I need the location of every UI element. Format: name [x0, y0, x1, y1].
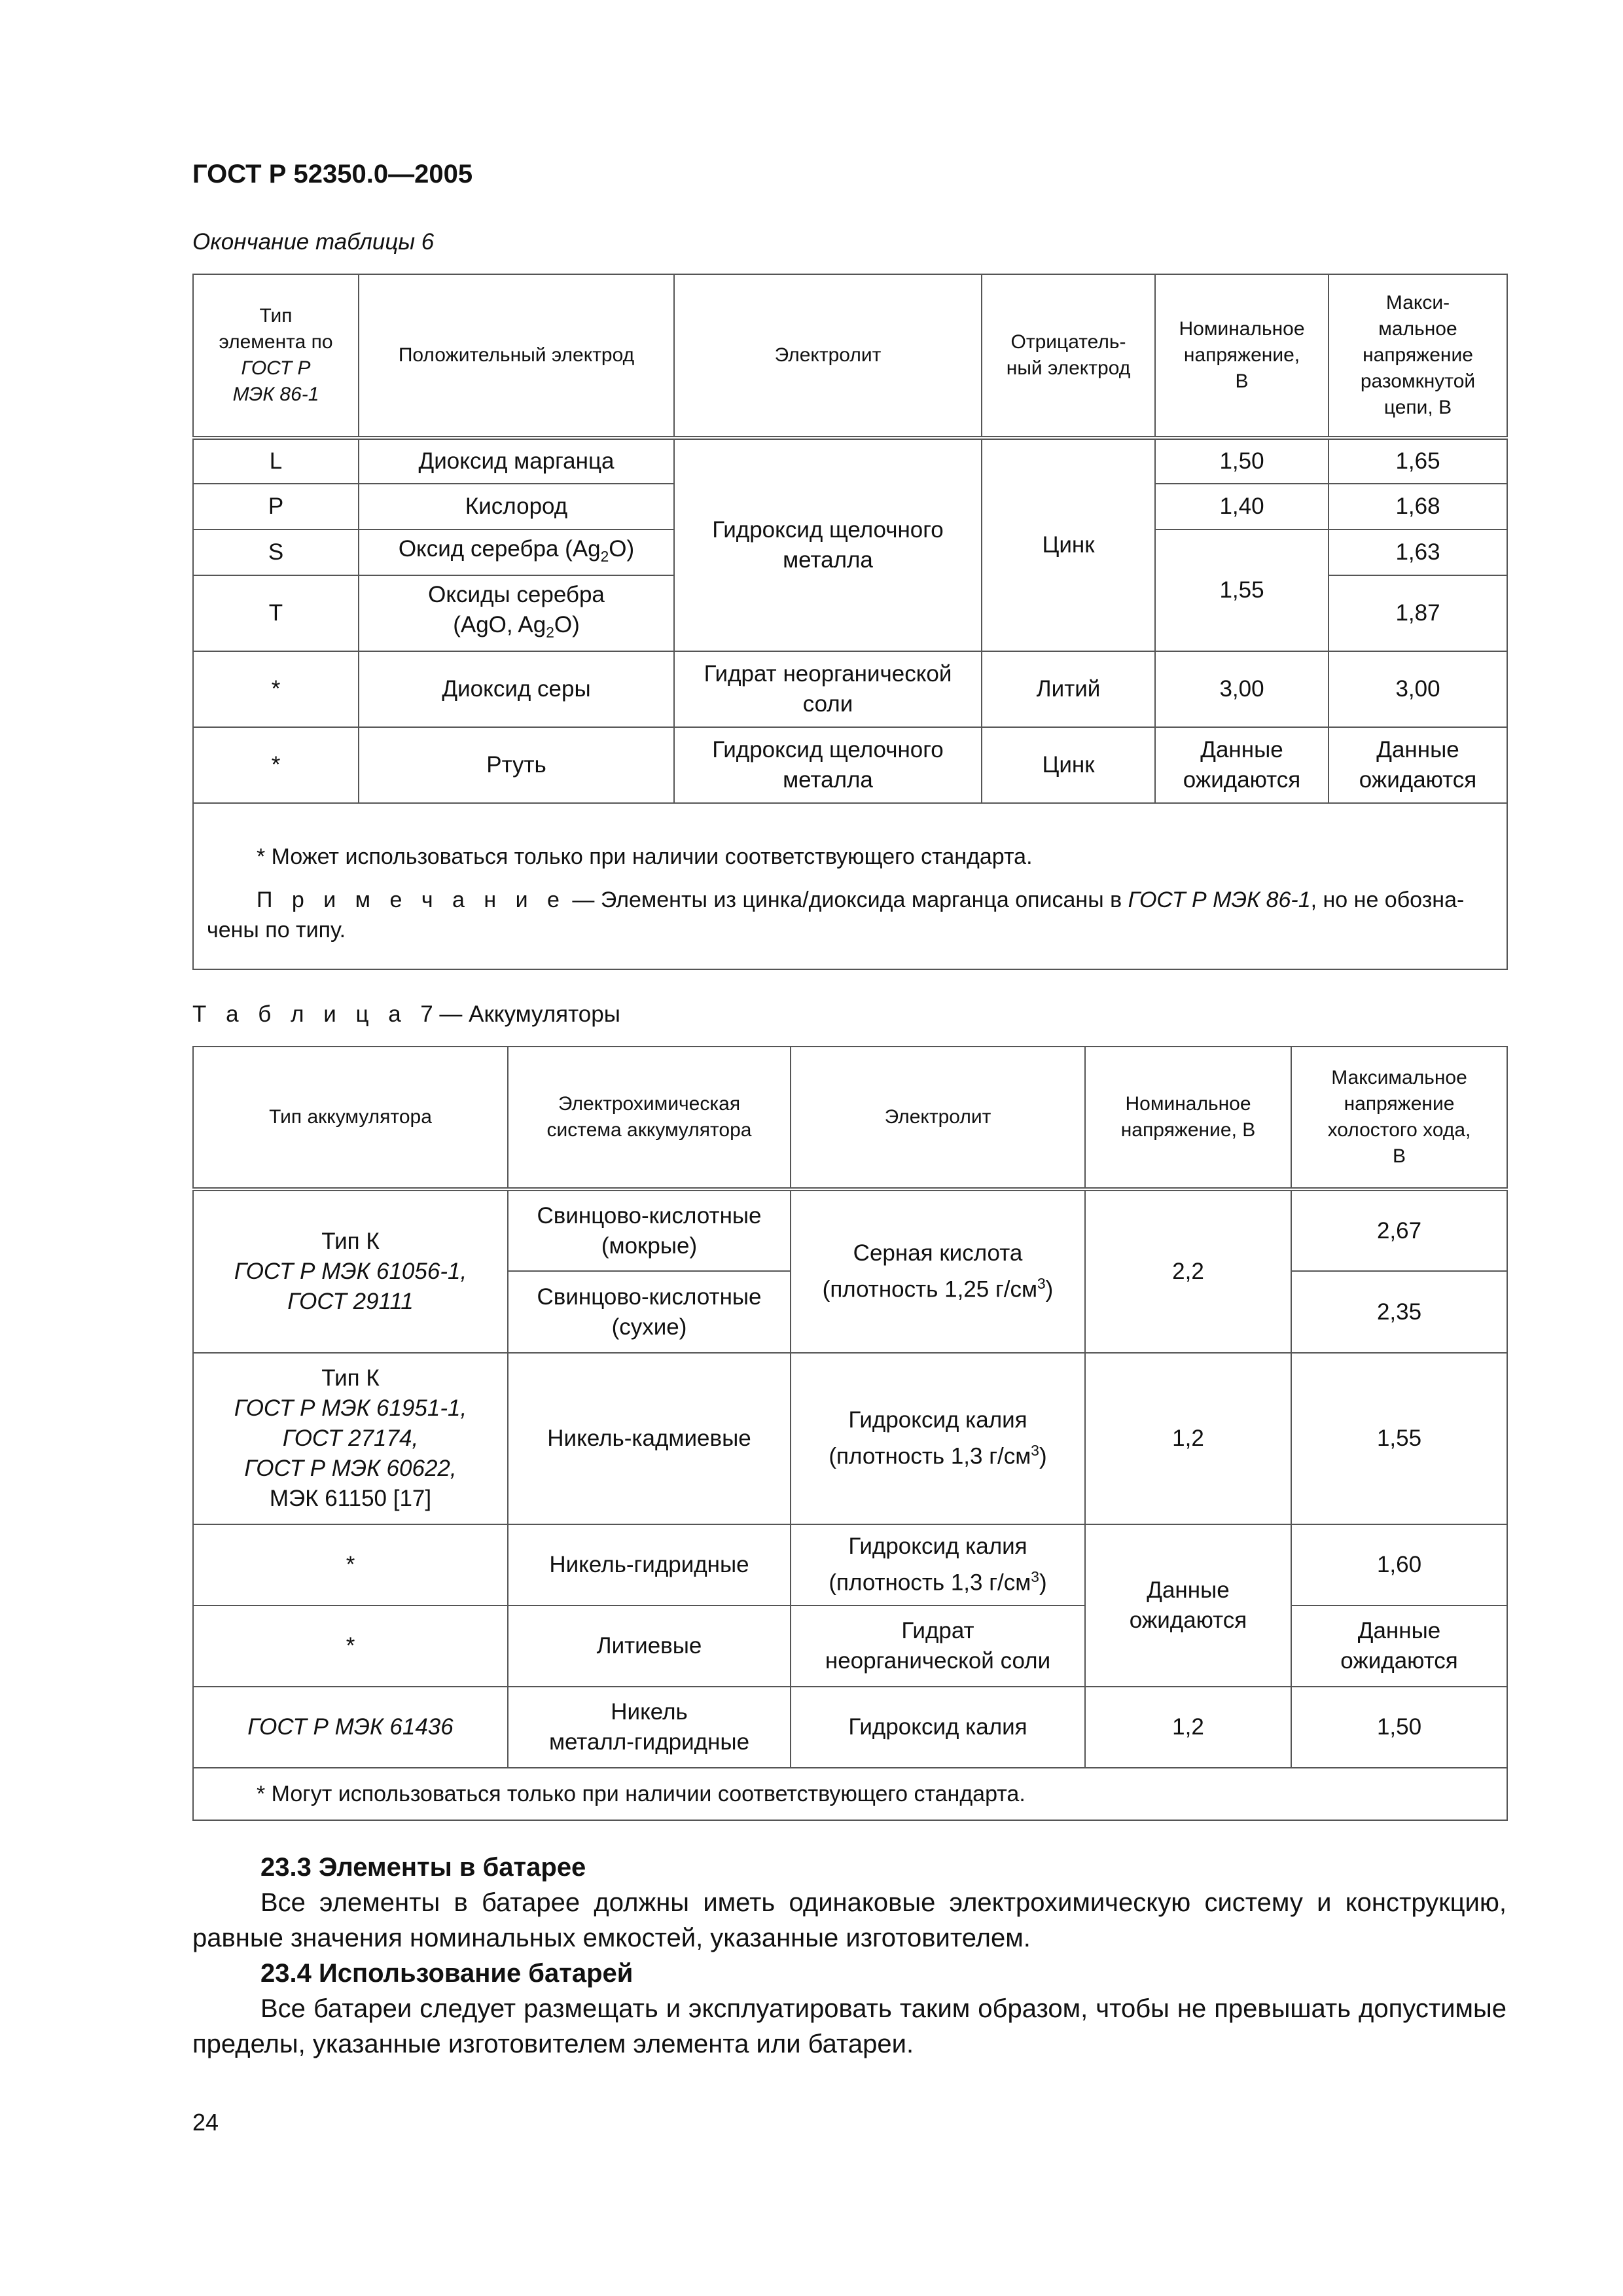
- cell-nominal: 1,40: [1155, 484, 1329, 529]
- header-element-type: Тип элемента по ГОСТ Р МЭК 86-1: [193, 274, 359, 438]
- header-nominal-voltage: Номинальное напряжение, В: [1155, 274, 1329, 438]
- cell-nominal: Данные ожидаются: [1155, 727, 1329, 803]
- table7-footnote: * Могут использоваться только при наличии соответствующего стандарта.: [193, 1768, 1507, 1820]
- cell-positive: Диоксид марганца: [359, 438, 674, 484]
- cell-max: 1,50: [1291, 1687, 1507, 1768]
- cell-type: *: [193, 651, 359, 727]
- header-positive-electrode: Положительный электрод: [359, 274, 674, 438]
- cell-electrolyte: Гидрат неорганической соли: [674, 651, 982, 727]
- table-row: [193, 727, 1507, 803]
- cell-nominal-merged: Данные ожидаются: [1085, 1524, 1291, 1687]
- cell-max: 1,60: [1291, 1524, 1507, 1605]
- cell-nominal: 1,2: [1085, 1687, 1291, 1768]
- cell-type: Тип К ГОСТ Р МЭК 61951-1, ГОСТ 27174, ГОСТ Р МЭК 60622, МЭК 61150 [17]: [193, 1353, 508, 1524]
- cell-nominal: 1,2: [1085, 1353, 1291, 1524]
- table7-caption: Т а б л и ц а 7 — Аккумуляторы: [192, 1001, 620, 1027]
- cell-max: 3,00: [1329, 651, 1507, 727]
- cell-nominal: 2,2: [1085, 1189, 1291, 1353]
- header-max-voltage: Максимальное напряжение холостого хода, В: [1291, 1047, 1507, 1189]
- document-id: ГОСТ Р 52350.0—2005: [192, 160, 473, 188]
- cell-positive: Диоксид серы: [359, 651, 674, 727]
- cell-system: Свинцово-кислотные (сухие): [508, 1271, 791, 1353]
- table-7: [192, 1046, 1508, 1821]
- cell-max: Данные ожидаются: [1291, 1605, 1507, 1687]
- cell-max: 1,55: [1291, 1353, 1507, 1524]
- table-notes-row: [193, 803, 1507, 969]
- table-row: [193, 1524, 1507, 1605]
- header-electrolyte: Электролит: [674, 274, 982, 438]
- cell-electrolyte: Гидрат неорганической соли: [791, 1605, 1085, 1687]
- header-electrochemical-system: Электрохимическая система аккумулятора: [508, 1047, 791, 1189]
- page-number: 24: [192, 2109, 219, 2136]
- cell-type: L: [193, 438, 359, 484]
- cell-type: T: [193, 575, 359, 651]
- cell-electrolyte: Гидроксид щелочного металла: [674, 727, 982, 803]
- table6-notes: [193, 803, 1507, 969]
- table6-note: П р и м е ч а н и е — Элементы из цинка/диоксида марганца описаны в ГОСТ Р МЭК 86-1, но не обозна- чены по типу.: [207, 888, 1465, 942]
- cell-type: *: [193, 1524, 508, 1605]
- table-row: [193, 1353, 1507, 1524]
- cell-positive: Кислород: [359, 484, 674, 529]
- table-row: [193, 438, 1507, 484]
- cell-nominal-merged: 1,55: [1155, 529, 1329, 651]
- cell-type: *: [193, 727, 359, 803]
- cell-electrolyte: Гидроксид калия (плотность 1,3 $г/см^3$): [791, 1524, 1085, 1605]
- section-23-4-heading: 23.4 Использование батарей: [260, 1959, 633, 1988]
- header-negative-electrode: Отрицатель- ный электрод: [982, 274, 1155, 438]
- cell-negative-merged: Цинк: [982, 438, 1155, 651]
- cell-system: Никель-кадмиевые: [508, 1353, 791, 1524]
- cell-max: Данные ожидаются: [1329, 727, 1507, 803]
- cell-electrolyte: Серная кислота (плотность 1,25 $г/см^3$): [791, 1189, 1085, 1353]
- cell-type: S: [193, 529, 359, 575]
- cell-type: Тип К ГОСТ Р МЭК 61056-1, ГОСТ 29111: [193, 1189, 508, 1353]
- table-row: [193, 1687, 1507, 1768]
- table-header-row: [193, 274, 1507, 438]
- table-header-row: [193, 1047, 1507, 1189]
- cell-nominal: 1,50: [1155, 438, 1329, 484]
- header-nominal-voltage: Номинальное напряжение, В: [1085, 1047, 1291, 1189]
- cell-electrolyte: Гидроксид калия: [791, 1687, 1085, 1768]
- section-23-3-text: Все элементы в батарее должны иметь одинаковые электрохимическую систему и конструкцию, равные значения номинальных емкостей, указанные изготовителем.: [192, 1888, 1507, 1952]
- cell-type: ГОСТ Р МЭК 61436: [193, 1687, 508, 1768]
- cell-positive: Оксид серебра $(Ag_2O)$: [359, 529, 674, 575]
- cell-system: Никель-гидридные: [508, 1524, 791, 1605]
- header-electrolyte: Электролит: [791, 1047, 1085, 1189]
- cell-max: 1,63: [1329, 529, 1507, 575]
- table-row: [193, 1189, 1507, 1271]
- cell-positive: Ртуть: [359, 727, 674, 803]
- cell-system: Свинцово-кислотные (мокрые): [508, 1189, 791, 1271]
- table6-caption: Окончание таблицы 6: [192, 229, 435, 255]
- section-23-3-heading: 23.3 Элементы в батарее: [260, 1853, 586, 1882]
- cell-nominal: 3,00: [1155, 651, 1329, 727]
- cell-type: *: [193, 1605, 508, 1687]
- cell-negative: Цинк: [982, 727, 1155, 803]
- header-battery-type: Тип аккумулятора: [193, 1047, 508, 1189]
- table-row: [193, 1605, 1507, 1687]
- cell-positive: Оксиды серебра (AgO, $Ag_2O$): [359, 575, 674, 651]
- cell-max: 2,35: [1291, 1271, 1507, 1353]
- cell-system: Никель металл-гидридные: [508, 1687, 791, 1768]
- table-notes-row: [193, 1768, 1507, 1820]
- cell-max: 1,68: [1329, 484, 1507, 529]
- cell-electrolyte-merged: Гидроксид щелочного металла: [674, 438, 982, 651]
- cell-electrolyte: Гидроксид калия (плотность 1,3 $г/см^3$): [791, 1353, 1085, 1524]
- table-row: [193, 651, 1507, 727]
- table-6: [192, 274, 1508, 970]
- cell-max: 1,87: [1329, 575, 1507, 651]
- table6-footnote: * Может использоваться только при наличии соответствующего стандарта.: [257, 844, 1033, 869]
- cell-type: P: [193, 484, 359, 529]
- section-23-4-text: Все батареи следует размещать и эксплуатировать таким образом, чтобы не превышать допустимые пределы, указанные изготовителем элемента или батареи.: [192, 1994, 1507, 2058]
- cell-system: Литиевые: [508, 1605, 791, 1687]
- header-max-voltage: Макси- мальное напряжение разомкнутой цепи, В: [1329, 274, 1507, 438]
- cell-negative: Литий: [982, 651, 1155, 727]
- cell-max: 1,65: [1329, 438, 1507, 484]
- cell-max: 2,67: [1291, 1189, 1507, 1271]
